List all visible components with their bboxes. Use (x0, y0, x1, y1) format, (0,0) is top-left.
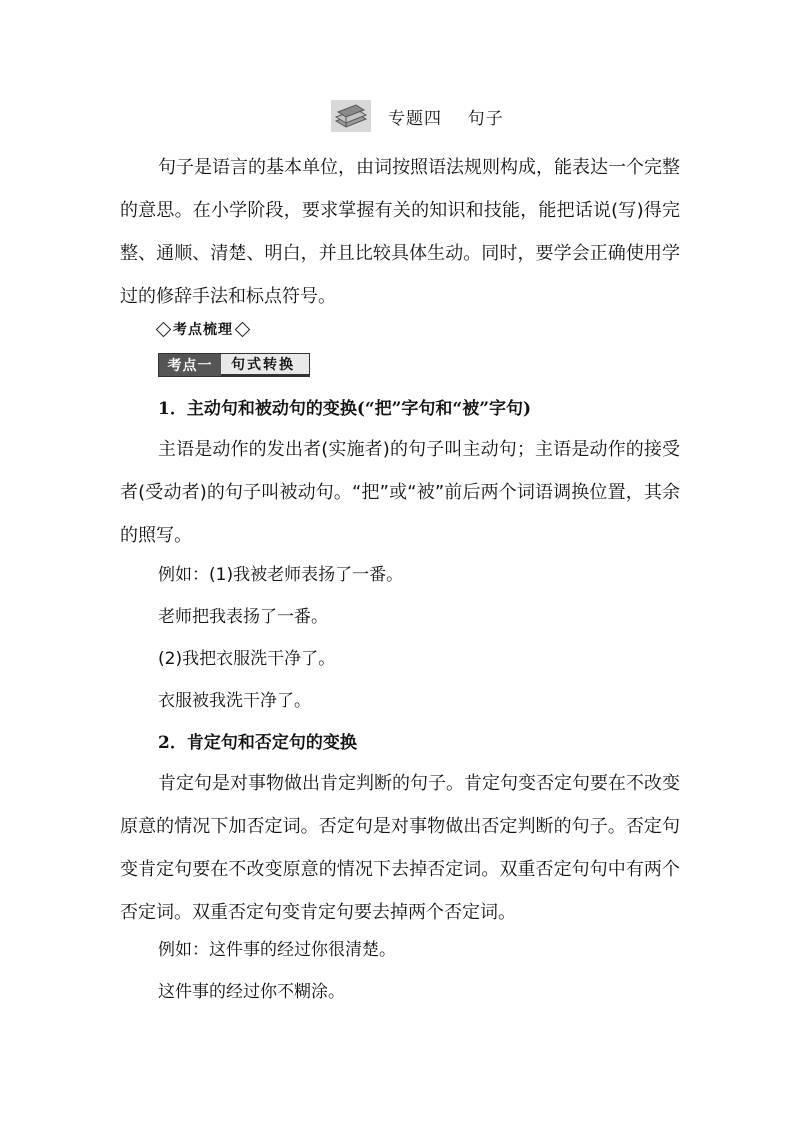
section-tag (158, 318, 248, 340)
intro-paragraph: 句子是语言的基本单位，由词按照语法规则构成，能表达一个完整的意思。在小学阶段，要求掌握有关的知识和技能，能把话说(写)得完整、通顺、清楚、明白，并且比较具体生动。同时，要学会正确使用学过的修辞手法和标点符号。 (120, 157, 680, 307)
kaodian-name: 句式转换 (221, 354, 309, 376)
item1-body: 主语是动作的发出者(实施者)的句子叫主动句；主语是动作的接受者(受动者)的句子叫被动句。“把”或“被”前后两个词语调换位置，其余的照写。 (120, 439, 680, 546)
item1-example1: 例如：(1)我被老师表扬了一番。 (158, 565, 404, 585)
section-tag-label: 考点梳理 (173, 322, 233, 338)
page-title: 专题四 句子 (388, 108, 504, 129)
item1-example2-answer: 衣服被我洗干净了。 (158, 691, 311, 711)
diamond-icon (156, 321, 172, 337)
title-row (330, 98, 504, 134)
item1-example1-answer: 老师把我表扬了一番。 (158, 607, 328, 627)
item2-example1: 例如：这件事的经过你很清楚。 (158, 940, 396, 960)
kaodian-number: 考点一 (159, 354, 221, 376)
book-stack-icon (330, 99, 372, 133)
item1-example2: (2)我把衣服洗干净了。 (158, 649, 336, 669)
diamond-icon (235, 321, 251, 337)
item2-example1-answer: 这件事的经过你不糊涂。 (158, 982, 345, 1002)
kaodian-bar (158, 353, 310, 377)
item2-body: 肯定句是对事物做出肯定判断的句子。肯定句变否定句要在不改变原意的情况下加否定词。否定句是对事物做出否定判断的句子。否定句变肯定句要在不改变原意的情况下去掉否定词。双重否定句句中有两个否定词。双重否定句变肯定句要去掉两个否定词。 (120, 773, 680, 923)
item1-heading: 1．主动句和被动句的变换(“把”字句和“被”字句) (158, 399, 532, 419)
item2-heading: 2．肯定句和否定句的变换 (158, 733, 357, 753)
